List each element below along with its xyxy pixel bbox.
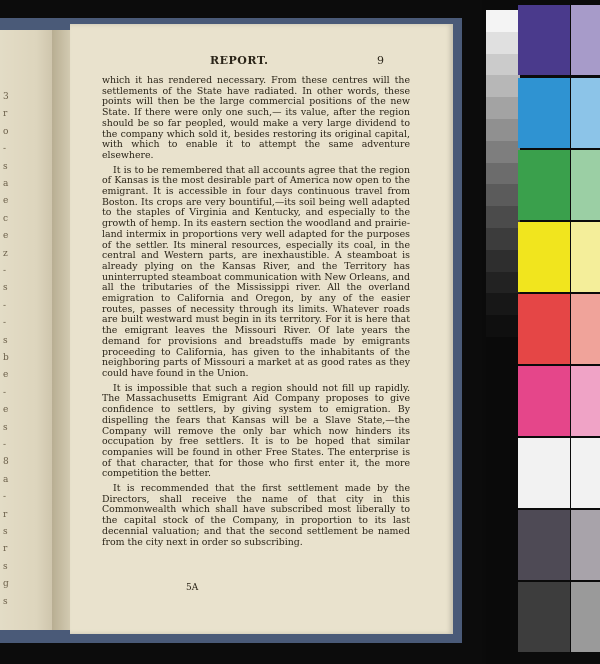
green-patch [518, 150, 570, 220]
margin-mark: a [3, 179, 9, 189]
margin-mark: s [3, 161, 8, 172]
margin-mark: b [3, 353, 9, 363]
green-light-patch [571, 150, 600, 220]
gray-patch [486, 141, 520, 163]
dark-gray-light-patch [571, 510, 600, 580]
gray-patch [486, 272, 520, 294]
running-head: REPORT. [210, 54, 269, 67]
gray-patch [486, 163, 520, 185]
gray-patch [486, 533, 520, 555]
paragraph: which it has rendered necessary. From these centres will the settlements of the State have radiated. In other words, these points will then be the large commercial positions of the new State. If there were only one such,— its value, after the region should be so far peopled, would make a very large dividend to the company which sold it, besides restoring its original capital, with which to enable it to attempt the same adventure elsewhere. [102, 75, 410, 161]
margin-mark: z [3, 248, 8, 259]
margin-mark: - [3, 144, 7, 155]
gray-patch [486, 75, 520, 97]
gray-patch [486, 250, 520, 272]
yellow-patch [518, 222, 570, 292]
gray-patch [486, 184, 520, 206]
book-page [70, 24, 453, 634]
margin-mark: - [3, 300, 7, 311]
gray-patch [486, 119, 520, 141]
gray-patch [486, 468, 520, 490]
margin-mark: s [3, 422, 8, 433]
white-patch [518, 438, 570, 508]
gray-scale-strip [486, 10, 520, 664]
yellow-light-patch [571, 222, 600, 292]
red-light-patch [571, 294, 600, 364]
margin-mark: c [3, 213, 9, 224]
gray-patch [486, 642, 520, 664]
margin-mark: a [3, 474, 9, 485]
margin-mark: e [3, 405, 9, 416]
page-number: 9 [377, 54, 384, 67]
color-calibration-target [482, 0, 600, 663]
gray-patch [486, 511, 520, 533]
gray-patch [486, 555, 520, 577]
margin-mark: s [3, 596, 8, 607]
red-patch [518, 294, 570, 364]
margin-mark: s [3, 283, 8, 294]
margin-mark: - [3, 318, 7, 329]
gray-patch [486, 54, 520, 76]
magenta-light-patch [571, 366, 600, 436]
page-header [70, 54, 453, 68]
margin-mark: s [3, 561, 8, 572]
margin-mark: - [3, 266, 7, 276]
body-text [102, 76, 410, 552]
purple-light-patch [571, 5, 600, 75]
paragraph: It is to be remembered that all accounts agree that the region of Kansas is the most desirable part of America now open to the emigrant. It is accessible in four days continuous travel from Boston. Its crops are very bountiful,—its soil being well adapted to the staples of Virginia and Kentucky, and especially to the growth of hemp. In its eastern section the woodland and prairie-land intermix in proportions very well adapted for the purposes of the settler. Its mineral resources, especially its coal, in the central and Western parts, are inexhaustible. A steamboat is already plying on the Kansas River, and the Territory has uninterrupted steamboat communication with New Orleans, and all the tributaries of the Mississippi river. All the overland emigration to California and Oregon, by any of the easier routes, passes of necessity through its limits. Whatever roads are built westward must begin in its territory. For it is here that the emigrant leaves the Missouri River. Of late years the demand for provisions and breadstuffs made by emigrants proceeding to California, has given to the inhabitants of the neighboring parts of Missouri a market at as good rates as they could have found in the Union. [102, 164, 410, 379]
gray-patch [486, 293, 520, 315]
margin-mark: e [3, 370, 9, 381]
gray-patch [486, 32, 520, 54]
margin-mark: e [3, 231, 9, 242]
margin-mark: - [3, 387, 7, 398]
dark-gray-patch [518, 510, 570, 580]
purple-patch [518, 5, 570, 75]
paragraph: It is recommended that the first settlement made by the Directors, shall receive the name of that city in this Commonwealth which shall have subscribed most liberally to the capital stock of the Company, in proportion to its last decennial valuation; and that the second settlement be named from the city next in order so subscribing. [102, 483, 410, 548]
black-light-patch [571, 582, 600, 652]
gray-patch [486, 359, 520, 381]
margin-mark: o [3, 126, 9, 137]
black-patch [518, 582, 570, 652]
margin-mark: 8 [3, 457, 9, 468]
gray-patch [486, 228, 520, 250]
gray-patch [486, 446, 520, 468]
gray-patch [486, 620, 520, 642]
gray-patch [486, 337, 520, 359]
margin-mark: r [3, 109, 8, 120]
margin-mark: g [3, 579, 9, 590]
left-page-edge [0, 30, 53, 630]
paragraph: It is impossible that such a region should not fill up rapidly. The Massachusetts Emigrant Aid Company proposes to give confidence to settlers, by giving system to emigration. By dispelling the fears that Kansas will be a Slave State,—the Company will remove the only bar which now hinders its occupation by free settlers. It is to be hoped that similar companies will be found in other Free States. The enterprise is of that character, that for those who first enter it, the more competition the better. [102, 382, 410, 480]
margin-mark: - [3, 440, 7, 450]
gray-patch [486, 10, 520, 32]
gray-patch [486, 599, 520, 621]
signature-mark: 5A [186, 583, 199, 593]
margin-mark: s [3, 527, 8, 537]
blue-patch [518, 78, 570, 148]
gray-patch [486, 206, 520, 228]
gray-patch [486, 97, 520, 119]
white-light-patch [571, 438, 600, 508]
blue-light-patch [571, 78, 600, 148]
magenta-patch [518, 366, 570, 436]
margin-mark: r [3, 509, 8, 520]
gray-patch [486, 577, 520, 599]
margin-mark: e [3, 196, 9, 207]
gray-patch [486, 424, 520, 446]
gray-patch [486, 315, 520, 337]
gray-patch [486, 402, 520, 424]
gray-patch [486, 381, 520, 403]
margin-mark: 3 [3, 92, 9, 102]
margin-mark: s [3, 335, 8, 346]
margin-mark: r [3, 544, 8, 555]
margin-mark: - [3, 492, 7, 503]
gray-patch [486, 490, 520, 512]
